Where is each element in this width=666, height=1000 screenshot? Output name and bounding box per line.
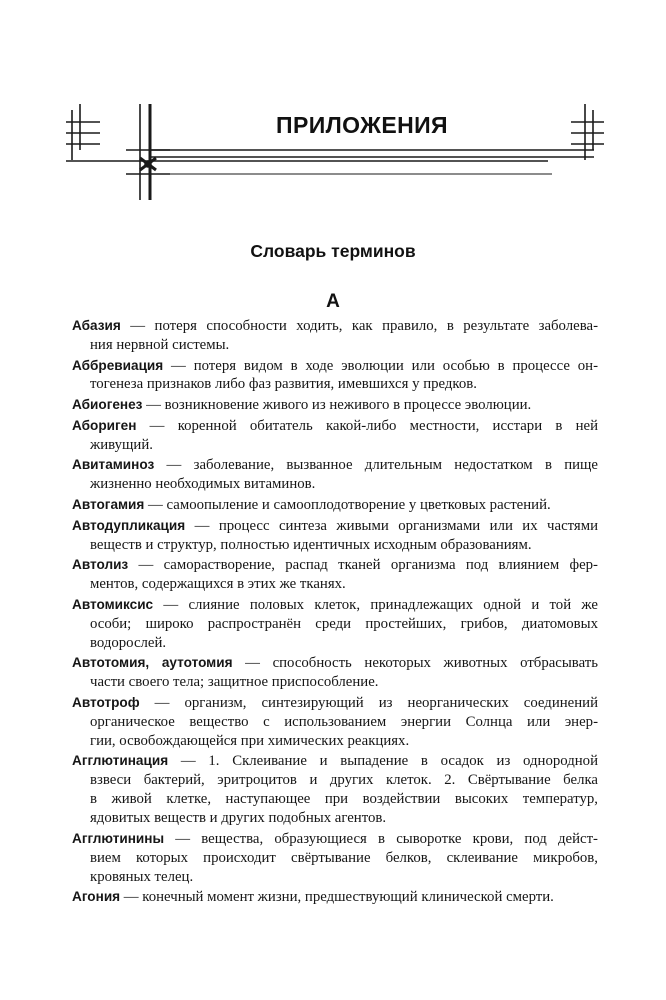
entry-definition-text: — потеря видом в ходе эволюции или особью в процессе он- bbox=[163, 357, 598, 374]
entry-line bbox=[72, 436, 598, 455]
entry-line bbox=[72, 849, 598, 868]
entry-definition-text: — саморастворение, распад тканей организма под влиянием фер- bbox=[128, 557, 598, 574]
glossary-entry bbox=[72, 556, 598, 594]
entry-definition-text: кровяных телец. bbox=[90, 868, 194, 885]
entry-term: Автомиксис bbox=[72, 596, 154, 612]
entry-line bbox=[72, 673, 598, 692]
entry-line bbox=[72, 634, 598, 653]
entry-definition-text: органическое вещество с использованием энергии Солнца или энер- bbox=[90, 713, 598, 730]
dictionary-title: Словарь терминов bbox=[250, 241, 416, 261]
entry-definition-text: водорослей. bbox=[90, 634, 167, 651]
entry-line bbox=[72, 732, 598, 751]
entry-term: Авитаминоз bbox=[72, 457, 155, 473]
header-ornament bbox=[0, 0, 666, 200]
entry-definition-text: в живой клетке, наступающее при воздействии высоких температур, bbox=[90, 791, 598, 808]
entry-term: Автотомия, аутотомия bbox=[72, 655, 233, 671]
entry-definition-text: — 1. Склеивание и выпадение в осадок из однородной bbox=[168, 753, 598, 770]
letter-heading: А bbox=[326, 291, 340, 312]
entry-line bbox=[72, 790, 598, 809]
glossary-entry bbox=[72, 456, 598, 494]
entry-definition-text: — слияние половых клеток, принадлежащих одной и той же bbox=[153, 596, 598, 613]
entry-definition-text: гии, освобождающейся при химических реакциях. bbox=[90, 732, 410, 749]
entry-line bbox=[72, 615, 598, 634]
glossary-entry bbox=[72, 654, 598, 692]
glossary-entry bbox=[72, 496, 598, 515]
glossary-entry bbox=[72, 396, 598, 415]
entry-line bbox=[72, 888, 598, 907]
glossary-entry bbox=[72, 517, 598, 555]
entry-line bbox=[72, 771, 598, 790]
glossary-entry bbox=[72, 694, 598, 751]
entry-definition-text: — коренной обитатель какой-либо местности, исстари в ней bbox=[136, 417, 598, 434]
entry-definition-text: взвеси бактерий, эритроцитов и других клеток. 2. Свёртывание белка bbox=[90, 772, 598, 789]
entry-line bbox=[72, 357, 598, 376]
entry-term: Абазия bbox=[72, 318, 121, 333]
entry-line bbox=[72, 830, 598, 849]
entry-line bbox=[72, 317, 598, 336]
entry-line bbox=[72, 475, 598, 494]
entry-line bbox=[72, 596, 598, 615]
entry-definition-text: вием которых происходит свёртывание белков, склеивание микробов, bbox=[90, 849, 598, 866]
entry-definition-text: ядовитых веществ и других подобных агентов. bbox=[90, 810, 387, 827]
entry-definition-text: — процесс синтеза живыми организмами или их частями bbox=[185, 517, 598, 534]
entry-term: Агония bbox=[72, 889, 121, 905]
entry-definition-text: особи; широко распространён среди простейших, грибов, диатомовых bbox=[90, 615, 598, 632]
entry-line bbox=[72, 417, 598, 436]
entry-line bbox=[72, 517, 598, 536]
entry-definition-text: — конечный момент жизни, предшествующий клинической смерти. bbox=[120, 889, 554, 906]
entry-definition-text: ментов, содержащихся в этих же тканях. bbox=[90, 576, 346, 593]
glossary-entry bbox=[72, 417, 598, 455]
entry-line bbox=[72, 556, 598, 575]
glossary-entry bbox=[72, 888, 598, 907]
entry-line bbox=[72, 496, 598, 515]
left-corner-ornament bbox=[66, 104, 170, 200]
entry-definition-text: части своего тела; защитное приспособление. bbox=[90, 674, 379, 691]
entry-definition-text: ния нервной системы. bbox=[90, 336, 230, 353]
entry-term: Агглютинация bbox=[72, 753, 169, 769]
entry-line bbox=[72, 375, 598, 394]
entry-line bbox=[72, 809, 598, 828]
entry-definition-text: — возникновение живого из неживого в процессе эволюции. bbox=[142, 397, 532, 414]
glossary-entry bbox=[72, 752, 598, 828]
entry-term: Абориген bbox=[72, 417, 137, 433]
right-corner-ornament bbox=[571, 104, 604, 160]
entry-definition-text: живущий. bbox=[90, 436, 153, 453]
entry-line bbox=[72, 456, 598, 475]
entry-line bbox=[72, 868, 598, 887]
entry-definition-text: — организм, синтезирующий из неорганических соединений bbox=[139, 694, 598, 711]
entry-term: Аббревиация bbox=[72, 357, 164, 373]
entry-line bbox=[72, 336, 598, 355]
entry-line bbox=[72, 536, 598, 555]
entry-definition-text: — потеря способности ходить, как правило, в результате заболева- bbox=[120, 318, 598, 334]
glossary-entry bbox=[72, 357, 598, 395]
entry-line bbox=[72, 752, 598, 771]
entry-definition-text: веществ и структур, полностью идентичных исходным образованиям. bbox=[90, 536, 532, 553]
glossary-entry bbox=[72, 596, 598, 653]
entry-term: Автотроф bbox=[72, 694, 140, 710]
entry-line bbox=[72, 575, 598, 594]
entry-definition-text: — способность некоторых животных отбрасывать bbox=[232, 655, 598, 672]
section-title: ПРИЛОЖЕНИЯ bbox=[276, 112, 448, 138]
entry-term: Автолиз bbox=[72, 557, 129, 573]
entry-line bbox=[72, 713, 598, 732]
entry-term: Агглютинины bbox=[72, 830, 165, 846]
entry-definition-text: — самоопыление и самооплодотворение у цветковых растений. bbox=[144, 497, 551, 513]
glossary-entry bbox=[72, 317, 598, 355]
entry-definition-text: тогенеза признаков либо фаз развития, имевшихся у предков. bbox=[90, 376, 477, 393]
glossary-entry bbox=[72, 830, 598, 887]
entry-term: Автогамия bbox=[72, 497, 145, 512]
entry-line bbox=[72, 694, 598, 713]
glossary-entries bbox=[72, 317, 598, 909]
entry-line bbox=[72, 654, 598, 673]
entry-definition-text: — вещества, образующиеся в сыворотке крови, под дейст- bbox=[164, 830, 598, 847]
entry-term: Абиогенез bbox=[72, 397, 143, 413]
entry-term: Автодупликация bbox=[72, 517, 186, 533]
entry-definition-text: — заболевание, вызванное длительным недостатком в пище bbox=[154, 457, 598, 474]
entry-line bbox=[72, 396, 598, 415]
entry-definition-text: жизненно необходимых витаминов. bbox=[90, 476, 316, 493]
